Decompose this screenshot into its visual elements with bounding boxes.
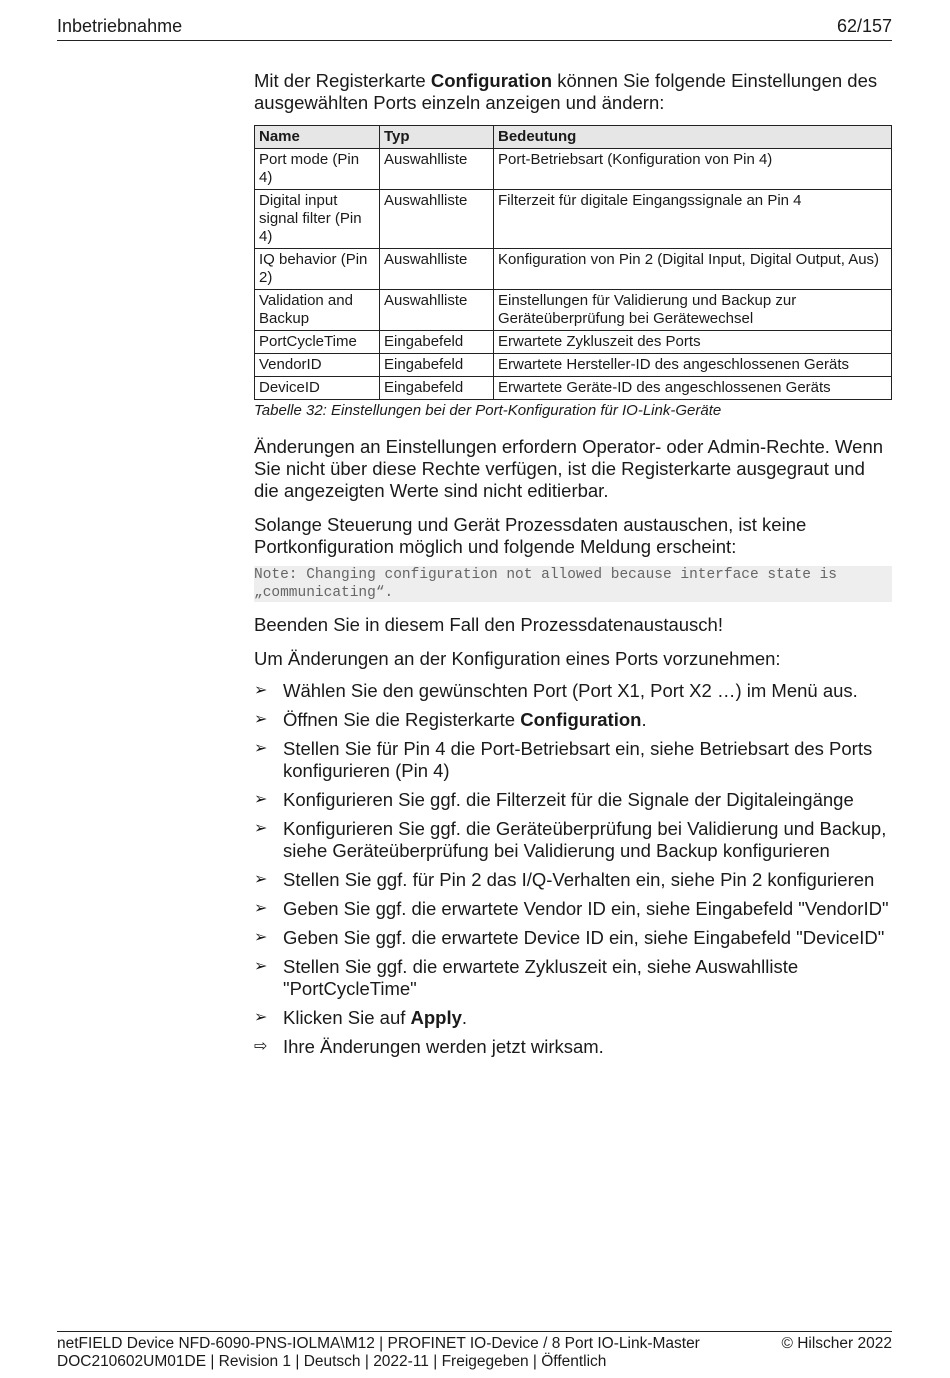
cell-meaning: Erwartete Hersteller-ID des angeschlossenen Geräts	[494, 354, 892, 377]
table-row	[255, 190, 892, 249]
cell-name: Port mode (Pin 4)	[255, 149, 380, 190]
table-row	[255, 354, 892, 377]
settings-table	[254, 125, 892, 400]
step-item	[254, 869, 892, 891]
cell-name: PortCycleTime	[255, 331, 380, 354]
cell-type: Auswahlliste	[380, 149, 494, 190]
step-text-bold: Apply	[410, 1007, 462, 1028]
cell-type: Eingabefeld	[380, 377, 494, 400]
step-text: Stellen Sie für Pin 4 die Port-Betriebsart ein, siehe Betriebsart des Ports konfigurieren (Pin 4)	[283, 738, 873, 781]
step-text-bold: Configuration	[520, 709, 642, 730]
step-text: Konfigurieren Sie ggf. die Filterzeit für die Signale der Digitaleingänge	[283, 789, 854, 810]
cell-type: Eingabefeld	[380, 331, 494, 354]
arrow-bullet-icon: ➢	[254, 791, 268, 808]
cell-name: VendorID	[255, 354, 380, 377]
cell-name: Digital input signal filter (Pin 4)	[255, 190, 380, 249]
table-row	[255, 331, 892, 354]
step-text: Wählen Sie den gewünschten Port (Port X1, Port X2 …) im Menü aus.	[283, 680, 858, 701]
header-meaning: Bedeutung	[494, 126, 892, 149]
result-arrow-icon: ⇨	[254, 1038, 268, 1055]
cell-meaning: Erwartete Zykluszeit des Ports	[494, 331, 892, 354]
arrow-bullet-icon: ➢	[254, 900, 268, 917]
arrow-bullet-icon: ➢	[254, 711, 268, 728]
arrow-bullet-icon: ➢	[254, 740, 268, 757]
cell-type: Eingabefeld	[380, 354, 494, 377]
arrow-bullet-icon: ➢	[254, 871, 268, 888]
step-item	[254, 818, 892, 862]
table-row	[255, 377, 892, 400]
cell-meaning: Erwartete Geräte-ID des angeschlossenen Geräts	[494, 377, 892, 400]
table-row	[255, 249, 892, 290]
step-text: Öffnen Sie die Registerkarte	[283, 709, 521, 730]
result-text: Ihre Änderungen werden jetzt wirksam.	[283, 1036, 604, 1057]
cell-type: Auswahlliste	[380, 190, 494, 249]
intro-paragraph	[254, 70, 892, 114]
section-title: Inbetriebnahme	[57, 16, 183, 36]
page-footer	[57, 1331, 892, 1371]
rights-paragraph: Änderungen an Einstellungen erfordern Operator- oder Admin-Rechte. Wenn Sie nicht über diese Rechte verfügen, ist die Registerkarte ausgegraut und die angezeigten Werte sind nicht editierbar.	[254, 436, 884, 501]
header-name: Name	[255, 126, 380, 149]
step-text: Geben Sie ggf. die erwartete Vendor ID ein, siehe Eingabefeld "VendorID"	[283, 898, 889, 919]
step-text: Klicken Sie auf	[283, 1007, 411, 1028]
step-item	[254, 956, 892, 1000]
page-number: 62/157	[836, 16, 892, 36]
step-text: Stellen Sie ggf. die erwartete Zykluszeit ein, siehe Auswahlliste "PortCycleTime"	[283, 956, 799, 999]
footer-copyright: © Hilscher 2022	[781, 1335, 892, 1352]
table-row	[255, 149, 892, 190]
stop-paragraph: Beenden Sie in diesem Fall den Prozessdatenaustausch!	[254, 614, 723, 635]
arrow-bullet-icon: ➢	[254, 820, 268, 837]
step-item	[254, 680, 892, 702]
step-text: Stellen Sie ggf. für Pin 2 das I/Q-Verhalten ein, siehe Pin 2 konfigurieren	[283, 869, 875, 890]
intro-text-post: können Sie folgende Einstellungen des ausgewählten Ports einzeln anzeigen und ändern:	[254, 70, 878, 113]
arrow-bullet-icon: ➢	[254, 682, 268, 699]
note-message: Note: Changing configuration not allowed because interface state is „communicating“.	[254, 566, 892, 602]
arrow-bullet-icon: ➢	[254, 1009, 268, 1026]
step-text-post: .	[641, 709, 647, 730]
arrow-bullet-icon: ➢	[254, 929, 268, 946]
cell-meaning: Konfiguration von Pin 2 (Digital Input, Digital Output, Aus)	[494, 249, 892, 290]
cell-name: DeviceID	[255, 377, 380, 400]
steps-list	[254, 680, 892, 1058]
howto-paragraph: Um Änderungen an der Konfiguration eines Ports vorzunehmen:	[254, 648, 781, 669]
footer-product: netFIELD Device NFD-6090-PNS-IOLMA\M12 | PROFINET IO-Device / 8 Port IO-Link-Master	[57, 1335, 700, 1352]
table-caption: Tabelle 32: Einstellungen bei der Port-Konfiguration für IO-Link-Geräte	[254, 402, 722, 419]
intro-text-pre: Mit der Registerkarte	[254, 70, 431, 91]
step-text-post: .	[461, 1007, 468, 1028]
step-text: Geben Sie ggf. die erwartete Device ID ein, siehe Eingabefeld "DeviceID"	[283, 927, 885, 948]
step-item	[254, 789, 892, 811]
step-item	[254, 738, 892, 782]
intro-text-bold: Configuration	[430, 70, 553, 91]
arrow-bullet-icon: ➢	[254, 958, 268, 975]
main-content	[254, 70, 892, 1065]
cell-type: Auswahlliste	[380, 290, 494, 331]
result-item	[254, 1036, 892, 1058]
footer-document: DOC210602UM01DE | Revision 1 | Deutsch | 2022-11 | Freigegeben | Öffentlich	[57, 1353, 607, 1370]
cell-name: Validation and Backup	[255, 290, 380, 331]
page-header	[57, 14, 892, 41]
header-type: Typ	[380, 126, 494, 149]
cell-type: Auswahlliste	[380, 249, 494, 290]
step-item	[254, 898, 892, 920]
cell-meaning: Einstellungen für Validierung und Backup zur Geräteüberprüfung bei Gerätewechsel	[494, 290, 892, 331]
step-text: Konfigurieren Sie ggf. die Geräteüberprüfung bei Validierung und Backup, siehe Geräteüberprüfung bei Validierung und Backup konfigurieren	[283, 818, 887, 861]
process-paragraph: Solange Steuerung und Gerät Prozessdaten austauschen, ist keine Portkonfiguration möglich und folgende Meldung erscheint:	[254, 514, 807, 557]
cell-meaning: Filterzeit für digitale Eingangssignale an Pin 4	[494, 190, 892, 249]
table-header-row	[255, 126, 892, 149]
step-item	[254, 927, 892, 949]
cell-name: IQ behavior (Pin 2)	[255, 249, 380, 290]
step-item	[254, 709, 892, 731]
table-row	[255, 290, 892, 331]
cell-meaning: Port-Betriebsart (Konfiguration von Pin 4)	[494, 149, 892, 190]
step-item	[254, 1007, 892, 1029]
